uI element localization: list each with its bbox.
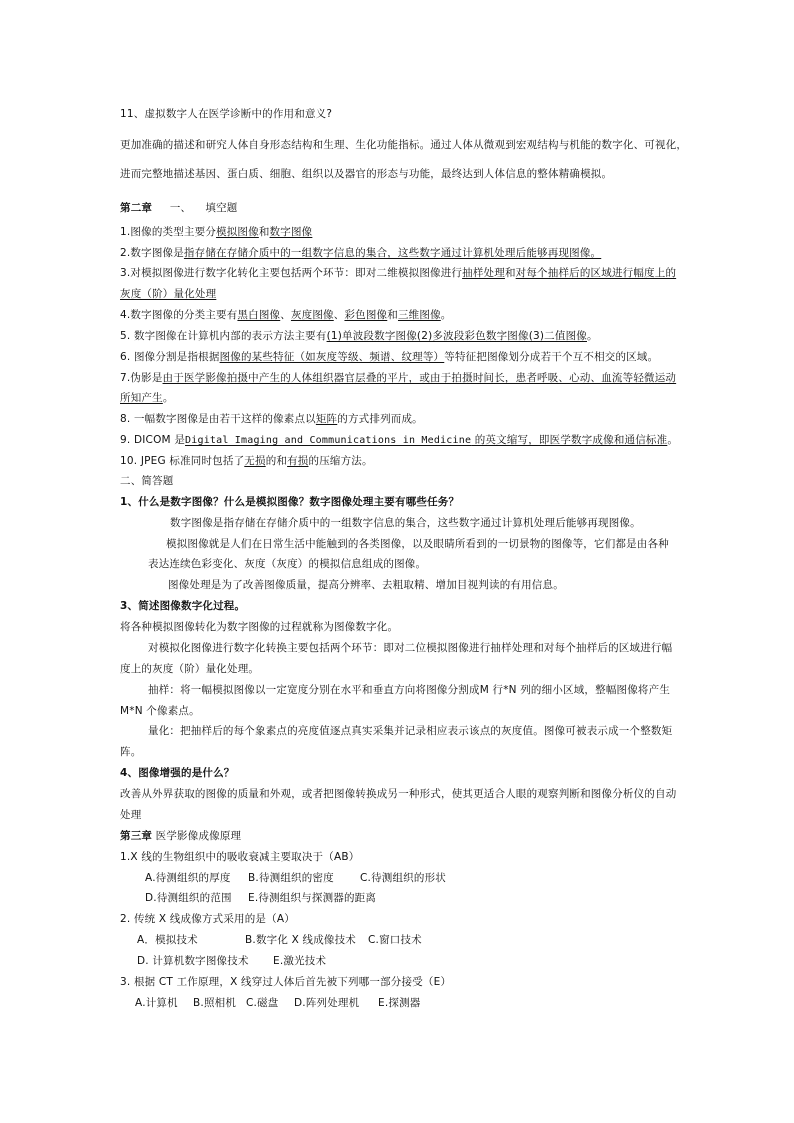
fill-q3-answer-1: 抽样处理 — [462, 267, 505, 279]
fill-q9-answer-en: Digital Imaging and Communications in Medicine — [185, 435, 472, 446]
fill-q6-text-end: 等特征把图像划分成若干个互不相交的区域。 — [444, 351, 659, 363]
fill-q4-answer-4: 三维图像 — [397, 309, 441, 321]
mc2-option-b: B.数字化 X 线成像技术 — [245, 934, 357, 946]
short-q3-para4-line2: 阵。 — [120, 746, 142, 758]
fill-q5-text: 5. 数字图像在计算机内部的表示方法主要有 — [120, 330, 327, 342]
short-q4-answer-line1: 改善从外界获取的图像的质量和外观，或者把图像转换成另一种形式，使其更适合人眼的观察判断和图像分析仪的自动 — [120, 788, 677, 800]
mc-question-1: 1.X 线的生物组织中的吸收衰减主要取决于（AB） — [120, 851, 360, 863]
fill-q10-answer-2: 有损 — [287, 455, 309, 467]
mc-question-2: 2. 传统 X 线成像方式采用的是（A） — [120, 913, 295, 925]
fill-q3-and: 和 — [504, 267, 516, 279]
fill-q1-text: 1.图像的类型主要分 — [120, 226, 217, 238]
short-q1-para2-line2: 表达连续色彩变化、灰度（灰度）的模拟信息组成的图像。 — [148, 558, 427, 570]
q11-title: 11、虚拟数字人在医学诊断中的作用和意义? — [120, 108, 333, 120]
fill-q10-and: 的和 — [265, 455, 288, 467]
fill-q2-text: 2.数字图像是 — [120, 247, 184, 259]
mc2-option-e: E.激光技术 — [273, 955, 327, 967]
fill-q8-text: 8. 一幅数字图像是由若干这样的像素点以 — [120, 413, 316, 425]
fill-q7 — [120, 371, 676, 385]
section-number: 一、 — [169, 202, 192, 214]
fill-q1-answer-2: 数字图像 — [269, 226, 313, 238]
short-q1: 1、什么是数字图像？什么是模拟图像？数字图像处理主要有哪些任务？ — [120, 496, 460, 508]
fill-q3-answer-2: 对每个抽样后的区域进行幅度上的 — [515, 267, 677, 279]
fill-q5-period: 。 — [586, 330, 598, 342]
fill-q1-answer-1: 模拟图像 — [216, 226, 259, 238]
mc2-option-c: C.窗口技术 — [368, 934, 422, 946]
chapter3-title: 医学影像成像原理 — [155, 830, 242, 842]
fill-q10 — [120, 454, 373, 468]
fill-q9 — [120, 433, 678, 448]
fill-q1 — [120, 225, 312, 239]
mc-question-3: 3. 根据 CT 工作原理，X 线穿过人体后首先被下列哪一部分接受（E） — [120, 976, 452, 988]
fill-q5 — [120, 329, 598, 343]
mc1-option-e: E.待测组织与探测器的距离 — [248, 892, 377, 904]
mc1-option-a: A.待测组织的厚度 — [145, 872, 231, 884]
chapter3-heading: 第三章 — [120, 830, 153, 842]
fill-q4-sep-2: 、 — [333, 309, 345, 321]
fill-q4-sep-1: 、 — [280, 309, 291, 321]
fill-q1-and: 和 — [258, 226, 270, 238]
mc2-option-a: A．模拟技术 — [137, 934, 198, 946]
fill-q7-text: 7.伪影是 — [120, 372, 163, 384]
fill-q7-cont — [120, 391, 174, 405]
fill-q10-text: 10. JPEG 标准同时包括了 — [120, 455, 245, 467]
short-q3-para3-line2: M*N 个像素点。 — [120, 705, 200, 717]
chapter3-heading-line — [120, 829, 241, 843]
fill-q3-answer-3: 灰度（阶）量化处理 — [120, 288, 217, 300]
fill-q9-text: 9. DICOM 是 — [120, 434, 186, 446]
mc3-option-c: C.磁盘 — [246, 997, 279, 1009]
q11-answer-line1: 更加准确的描述和研究人体自身形态结构和生理、生化功能指标。通过人体从微观到宏观结构与机能的数字化、可视化， — [120, 139, 688, 151]
mc3-option-a: A.计算机 — [135, 997, 178, 1009]
short-q1-para1: 数字图像是指存储在存储介质中的一组数字信息的集合，这些数字通过计算机处理后能够再现图像。 — [170, 517, 641, 529]
fill-q4 — [120, 308, 451, 322]
fill-q6-answer: 图像的某些特征（如灰度等级、频谱、纹理等） — [219, 351, 445, 363]
fill-q10-answer-1: 无损 — [244, 455, 266, 467]
fill-q4-answer-1: 黑白图像 — [237, 309, 281, 321]
short-q3-para3-line1: 抽样：将一幅模拟图像以一定宽度分别在水平和垂直方向将图像分割成M 行*N 列的细小区域，整幅图像将产生 — [148, 684, 671, 696]
mc3-option-b: B.照相机 — [193, 997, 237, 1009]
mc2-option-d: D. 计算机数字图像技术 — [137, 955, 249, 967]
fill-q3 — [120, 266, 676, 280]
fill-q8-answer: 矩阵 — [315, 413, 338, 425]
short-q1-para2-line1: 模拟图像就是人们在日常生活中能触到的各类图像，以及眼睛所看到的一切景物的图像等，它们都是由各种 — [166, 538, 669, 550]
fill-q4-text: 4.数字图像的分类主要有 — [120, 309, 238, 321]
short-q4: 4、图像增强的是什么？ — [120, 767, 235, 779]
fill-q7-period: 。 — [162, 392, 174, 404]
mc1-option-d: D.待测组织的范围 — [145, 892, 232, 904]
short-q3-para1: 将各种模拟图像转化为数字图像的过程就称为图像数字化。 — [120, 621, 399, 633]
chapter2-heading-line — [120, 201, 237, 215]
short-q1-para3: 图像处理是为了改善图像质量，提高分辨率、去粗取精、增加目视判读的有用信息。 — [168, 579, 564, 591]
fill-q4-answer-3: 彩色图像 — [344, 309, 388, 321]
fill-q10-text-end: 的压缩方法。 — [308, 455, 373, 467]
mc1-option-c: C.待测组织的形状 — [360, 872, 446, 884]
mc1-option-b: B.待测组织的密度 — [248, 872, 334, 884]
fill-q3-text: 3.对模拟图像进行数字化转化主要包括两个环节：即对二维模拟图像进行 — [120, 267, 463, 279]
short-answer-heading: 二、简答题 — [120, 475, 174, 487]
fill-q2 — [120, 246, 601, 260]
mc3-option-e: E.探测器 — [378, 997, 421, 1009]
fill-q5-answer: (1)单波段数字图像(2)多波段彩色数字图像(3)二值图像 — [326, 330, 587, 342]
q11-answer-line2: 进而完整地描述基因、蛋白质、细胞、组织以及器官的形态与功能，最终达到人体信息的整体精确模拟。 — [120, 168, 613, 180]
fill-q9-answer-cn: 的英文缩写，即医学数字成像和通信标准 — [471, 434, 668, 446]
short-q3-para2-line1: 对模拟化图像进行数字化转换主要包括两个环节：即对二位模拟图像进行抽样处理和对每个抽样后的区域进行幅 — [148, 642, 673, 654]
chapter2-heading: 第二章 — [120, 202, 153, 214]
fill-q6-text: 6. 图像分割是指根据 — [120, 351, 220, 363]
short-q3: 3、简述图像数字化过程。 — [120, 600, 246, 612]
fill-q4-and: 和 — [387, 309, 398, 321]
fill-q4-answer-2: 灰度图像 — [290, 309, 334, 321]
fill-q2-answer: 指存储在存储介质中的一组数字信息的集合，这些数字通过计算机处理后能够再现图像。 — [183, 247, 602, 259]
fill-q8 — [120, 412, 423, 426]
fill-q7-answer: 由于医学影像拍摄中产生的人体组织器官层叠的平片，或由于拍摄时间长，患者呼吸、心动、血流等轻微运动 — [162, 372, 677, 384]
short-q3-para2-line2: 度上的灰度（阶）量化处理。 — [120, 663, 260, 675]
short-q4-answer-line2: 处理 — [120, 809, 142, 821]
short-q3-para4-line1: 量化：把抽样后的每个象素点的亮度值逐点真实采集并记录相应表示该点的灰度值。图像可被表示成一个整数矩 — [148, 725, 673, 737]
section-title: 填空题 — [205, 202, 238, 214]
fill-q4-period: 。 — [440, 309, 452, 321]
mc3-option-d: D.阵列处理机 — [294, 997, 360, 1009]
fill-q6 — [120, 350, 658, 364]
fill-q9-period: 。 — [667, 434, 679, 446]
fill-q7-answer-end: 所知产生 — [120, 392, 163, 404]
fill-q8-text-end: 的方式排列而成。 — [337, 413, 423, 425]
